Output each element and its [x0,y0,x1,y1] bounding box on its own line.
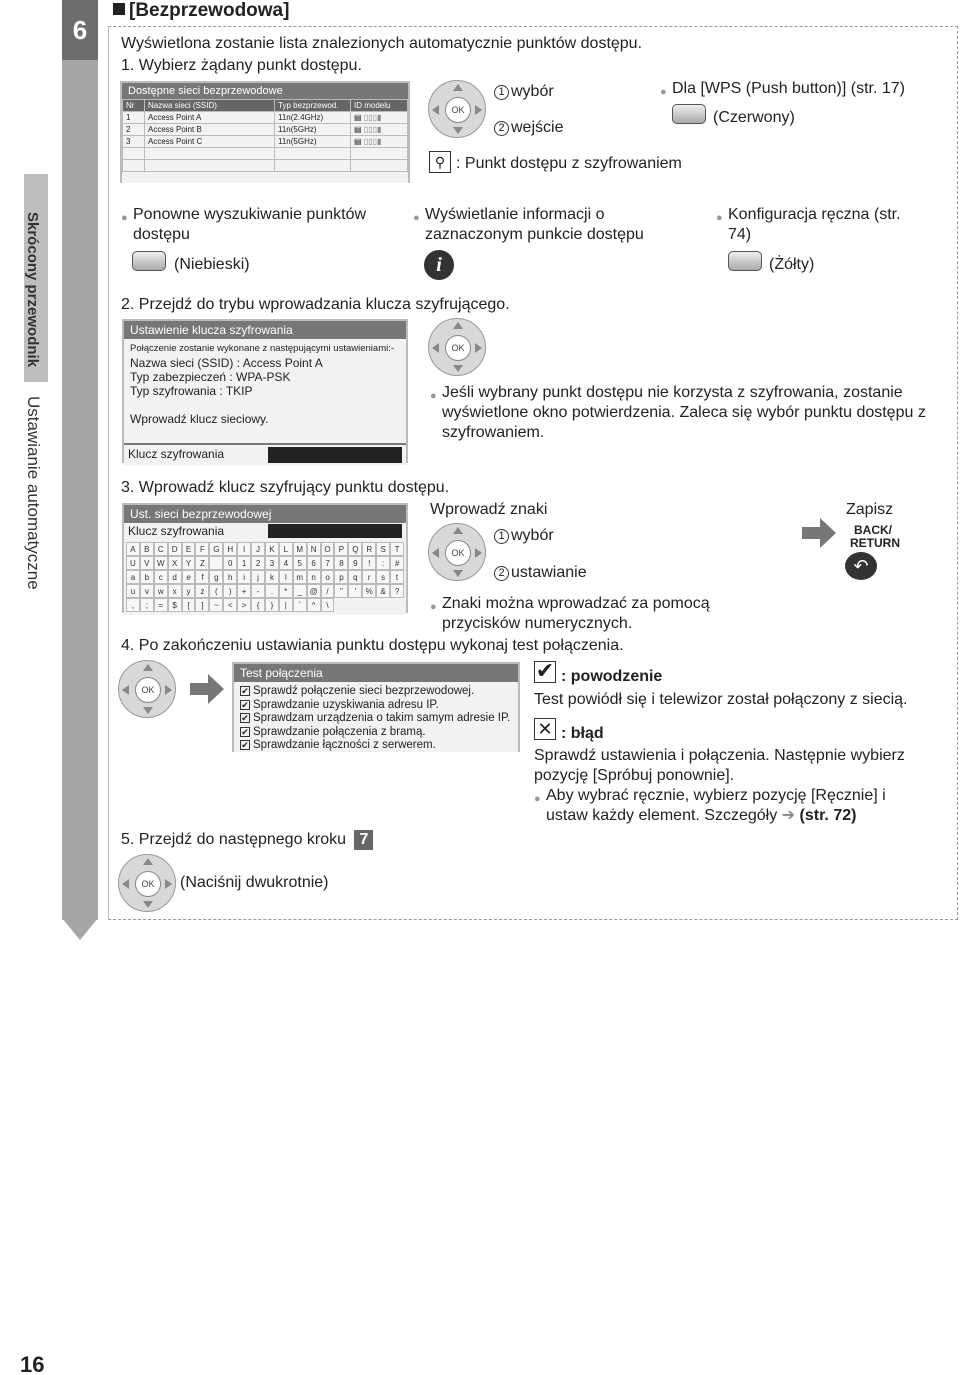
keyboard-key[interactable]: | [279,598,293,612]
rescan-color: (Niebieski) [174,256,250,273]
keyboard-key[interactable]: b [140,570,154,584]
keyboard-key[interactable]: P [334,542,348,556]
signal-icon: ▯▯▯▮ [363,125,382,134]
keyboard-key[interactable]: N [307,542,321,556]
enc-security: Typ zabezpieczeń : WPA-PSK [130,370,291,384]
return-icon: ↶ [853,556,869,576]
keyboard-key[interactable]: Q [348,542,362,556]
keyboard-key[interactable]: i [237,570,251,584]
table-row[interactable]: 1 Access Point A 11n(2.4GHz) ▤ ▯▯▯▮ [123,112,408,124]
enc-line0: Połączenie zostanie wykonane z następującymi ustawieniami:- [130,343,395,354]
nav1-select: 1 wybór [494,82,554,102]
keyboard-key[interactable]: R [362,542,376,556]
numeric-note: ● Znaki można wprowadzać za pomocą przycisków numerycznych. [442,594,742,634]
keyboard-key[interactable]: 9 [348,556,362,570]
keyboard-key[interactable]: % [362,584,376,598]
nav1-enter: 2 wejście [494,118,563,138]
keyboard-key[interactable]: h [223,570,237,584]
enc-ssid: Nazwa sieci (SSID) : Access Point A [130,356,323,370]
arrow-right-icon [190,674,224,704]
section-heading: [Bezprzewodowa] [113,0,289,22]
keyboard-key[interactable]: d [168,570,182,584]
keyboard-key[interactable]: ! [362,556,376,570]
keyboard-key[interactable]: ] [195,598,209,612]
step1-text: 1. Wybierz żądany punkt dostępu. [121,57,362,74]
signal-icon: ▯▯▯▮ [363,137,382,146]
list-item: ✔ Sprawdzanie uzyskiwania adresu IP. [241,698,439,711]
kb-panel-title: Ust. sieci bezprzewodowej [124,505,406,523]
keyboard-key[interactable]: m [293,570,307,584]
nav2-select: 1 wybór [494,526,554,546]
keyboard-key[interactable]: ; [140,598,154,612]
ap-table-header: Nr Nazwa sieci (SSID) Typ bezprzewod. ID modelu [123,100,408,112]
keyboard-key[interactable]: 3 [265,556,279,570]
fail-bullet: ● Aby wybrać ręcznie, wybierz pozycję [Ręcznie] i ustaw każdy element. Szczegóły ➔ (str. 72) [546,786,926,826]
keyboard-key[interactable]: 1 [237,556,251,570]
ok-button[interactable]: OK [445,97,471,123]
red-button[interactable] [672,104,706,124]
enc-panel-title: Ustawienie klucza szyfrowania [124,321,406,339]
keyboard-key[interactable]: T [390,542,404,556]
keyboard-key[interactable]: - [251,584,265,598]
keyboard-key[interactable]: J [251,542,265,556]
list-item: ✔ Sprawdzanie łączności z serwerem. [241,739,436,751]
remote-dpad[interactable] [118,660,176,718]
keyboard-key[interactable]: & [376,584,390,598]
back-return-label: BACK/ RETURN [850,523,900,550]
signal-icon: ▯▯▯▮ [363,113,382,122]
connection-test-panel [232,662,520,752]
keyboard-key[interactable]: 7 [321,556,335,570]
keyboard-key[interactable]: B [140,542,154,556]
keyboard-key[interactable]: 6 [307,556,321,570]
press-twice-text: (Naciśnij dwukrotnie) [180,874,329,891]
keyboard-key[interactable]: > [237,598,251,612]
keyboard-key[interactable]: ? [390,584,404,598]
key-legend-text: : Punkt dostępu z szyfrowaniem [456,155,682,172]
keyboard-key[interactable]: # [390,556,404,570]
step-column [62,0,98,920]
keyboard-key[interactable]: f [195,570,209,584]
keyboard-key[interactable]: / [321,584,335,598]
heading-square-icon [113,3,125,15]
lock-icon: ▤ [354,125,362,134]
keyboard-key[interactable]: G [209,542,223,556]
keyboard-key[interactable]: 4 [279,556,293,570]
step2-text: 2. Przejdź do trybu wprowadzania klucza szyfrującego. [121,296,510,313]
lock-icon: ▤ [354,137,362,146]
remote-dpad[interactable] [428,318,486,376]
info-icon[interactable]: i [424,250,454,280]
blue-button[interactable] [132,251,166,271]
enc-key-input[interactable] [268,447,402,463]
step-arrow [62,918,98,940]
keyboard-key[interactable]: V [140,556,154,570]
keyboard-key[interactable]: E [182,542,196,556]
keyboard-key[interactable]: . [265,584,279,598]
remote-dpad[interactable] [118,854,176,912]
wps-color: (Czerwony) [713,109,795,126]
enc-field-label: Klucz szyfrowania [128,447,225,461]
keyboard-key[interactable]: ` [293,598,307,612]
keyboard-key[interactable]: t [390,570,404,584]
keyboard-key[interactable]: _ [293,584,307,598]
lock-icon: ▤ [354,113,362,122]
enc-note: ● Jeśli wybrany punkt dostępu nie korzysta z szyfrowania, zostanie wyświetlone okno potwierdzenia. Zaleca się wybór punktu dostępu z szyfrowaniem. [442,383,952,443]
on-screen-keyboard[interactable] [124,539,406,615]
checkbox-checked-icon: ✔ [241,726,249,737]
keyboard-key[interactable]: W [154,556,168,570]
keyboard-key[interactable]: [ [182,598,196,612]
keyboard-key[interactable]: Z [195,556,209,570]
enter-chars-label: Wprowadź znaki [430,501,548,518]
fail-text: Sprawdź ustawienia i połączenia. Następnie wybierz pozycję [Spróbuj ponownie]. [534,747,905,784]
keyboard-key[interactable]: \ [321,598,335,612]
step3-text: 3. Wprowadź klucz szyfrujący punktu dostępu. [121,479,450,496]
arrow-right-icon [802,518,836,548]
keyboard-key[interactable]: ' [348,584,362,598]
arrow-ref-icon: ➔ [781,807,796,824]
ok-button[interactable]: OK [445,540,471,566]
keyboard-key[interactable]: a [126,570,140,584]
keyboard-key[interactable]: @ [307,584,321,598]
ok-button[interactable]: OK [445,335,471,361]
step5-text: 5. Przejdź do następnego kroku 7 [121,830,373,850]
keyboard-key[interactable]: x [168,584,182,598]
keyboard-key[interactable]: " [334,584,348,598]
key-icon: ⚲ [429,151,451,173]
kb-key-input[interactable] [268,524,402,538]
keyboard-key[interactable]: ( [209,584,223,598]
fail-label: : błąd [561,725,604,742]
side-tab-quick-guide: Skrócony przewodnik [24,212,41,368]
success-check-icon: ✔ [535,658,555,683]
keyboard-key[interactable]: k [265,570,279,584]
intro-text: Wyświetlona zostanie lista znalezionych automatycznie punktów dostępu. [121,35,643,52]
fail-x-icon: ✕ [534,718,556,740]
keyboard-key[interactable]: j [251,570,265,584]
keyboard-key[interactable]: ) [223,584,237,598]
keyboard-key[interactable]: 5 [293,556,307,570]
keyboard-key[interactable]: 0 [223,556,237,570]
keyboard-key[interactable]: } [265,598,279,612]
table-row[interactable]: 3 Access Point C 11n(5GHz) ▤ ▯▯▯▮ [123,136,408,148]
ap-list-title: Dostępne sieci bezprzewodowe [122,83,408,99]
list-item: ✔ Sprawdź połączenie sieci bezprzewodowej. [241,685,475,697]
keyboard-key[interactable]: v [140,584,154,598]
keyboard-key[interactable]: w [154,584,168,598]
keyboard-key[interactable]: I [237,542,251,556]
keyboard-key[interactable]: p [334,570,348,584]
keyboard-key[interactable]: n [307,570,321,584]
keyboard-key[interactable]: F [195,542,209,556]
keyboard-key[interactable]: g [209,570,223,584]
ok-button[interactable]: OK [135,677,161,703]
success-label: : powodzenie [561,668,663,685]
remote-dpad[interactable] [428,523,486,581]
step5-box: 7 [354,830,373,850]
list-item: ✔ Sprawdzam urządzenia o takim samym adresie IP. [241,712,511,724]
enc-type: Typ szyfrowania : TKIP [130,384,253,398]
keyboard-key[interactable]: $ [168,598,182,612]
rescan-option: ● Ponowne wyszukiwanie punktów dostępu [133,205,393,245]
list-item: ✔ Sprawdzanie połączenia z bramą. [241,725,426,738]
yellow-button[interactable] [728,251,762,271]
keyboard-key[interactable]: r [362,570,376,584]
ok-button[interactable]: OK [135,871,161,897]
keyboard-key[interactable]: q [348,570,362,584]
keyboard-key[interactable]: l [279,570,293,584]
manual-option: ● Konfiguracja ręczna (str. 74) [728,205,928,245]
keyboard-panel [122,503,408,613]
checkbox-checked-icon: ✔ [241,699,249,710]
keyboard-key[interactable]: 2 [251,556,265,570]
remote-dpad[interactable] [428,80,486,138]
checkbox-checked-icon: ✔ [241,740,249,750]
table-row[interactable]: 2 Access Point B 11n(5GHz) ▤ ▯▯▯▮ [123,124,408,136]
keyboard-key[interactable]: M [293,542,307,556]
success-text: Test powiódł się i telewizor został połączony z siecią. [534,691,908,708]
keyboard-key[interactable]: C [154,542,168,556]
keyboard-key[interactable]: O [321,542,335,556]
keyboard-key[interactable]: : [376,556,390,570]
keyboard-key[interactable]: U [126,556,140,570]
checkbox-checked-icon: ✔ [241,713,249,723]
keyboard-key[interactable]: L [279,542,293,556]
test-panel-title: Test połączenia [234,664,518,682]
ap-list-panel [120,81,410,183]
checkbox-checked-icon: ✔ [241,686,249,696]
keyboard-key[interactable]: H [223,542,237,556]
wps-text: ● Dla [WPS (Push button)] (str. 17) [672,79,905,99]
page-number: 16 [20,1352,45,1375]
keyboard-key[interactable]: o [321,570,335,584]
kb-field-label: Klucz szyfrowania [128,524,225,538]
keyboard-key[interactable]: D [168,542,182,556]
keyboard-key[interactable]: ^ [307,598,321,612]
info-option: ● Wyświetlanie informacji o zaznaczonym punkcie dostępu [425,205,685,245]
save-label: Zapisz [846,501,894,518]
keyboard-key[interactable]: e [182,570,196,584]
keyboard-key[interactable]: Y [182,556,196,570]
step4-text: 4. Po zakończeniu ustawiania punktu dostępu wykonaj test połączenia. [121,637,624,654]
keyboard-key[interactable] [209,556,223,570]
keyboard-key[interactable]: u [126,584,140,598]
enc-prompt: Wprowadź klucz sieciowy. [130,412,269,426]
manual-color: (Żółty) [769,256,815,273]
keyboard-key[interactable]: s [376,570,390,584]
keyboard-key[interactable]: z [195,584,209,598]
step-number: 6 [62,0,98,60]
keyboard-key[interactable]: ~ [209,598,223,612]
back-return-button[interactable] [845,552,877,580]
keyboard-key[interactable]: { [251,598,265,612]
keyboard-key[interactable]: + [237,584,251,598]
side-tab-auto-setup: Ustawianie automatyczne [24,396,43,590]
keyboard-key[interactable]: y [182,584,196,598]
nav2-set: 2 ustawianie [494,563,587,583]
enc-key-panel [122,319,408,463]
keyboard-key[interactable]: X [168,556,182,570]
keyboard-key[interactable]: 8 [334,556,348,570]
keyboard-key[interactable]: = [154,598,168,612]
keyboard-key[interactable]: c [154,570,168,584]
keyboard-key[interactable]: * [279,584,293,598]
keyboard-key[interactable]: S [376,542,390,556]
keyboard-key[interactable]: K [265,542,279,556]
keyboard-key[interactable]: A [126,542,140,556]
keyboard-key[interactable]: < [223,598,237,612]
keyboard-key[interactable]: , [126,598,140,612]
